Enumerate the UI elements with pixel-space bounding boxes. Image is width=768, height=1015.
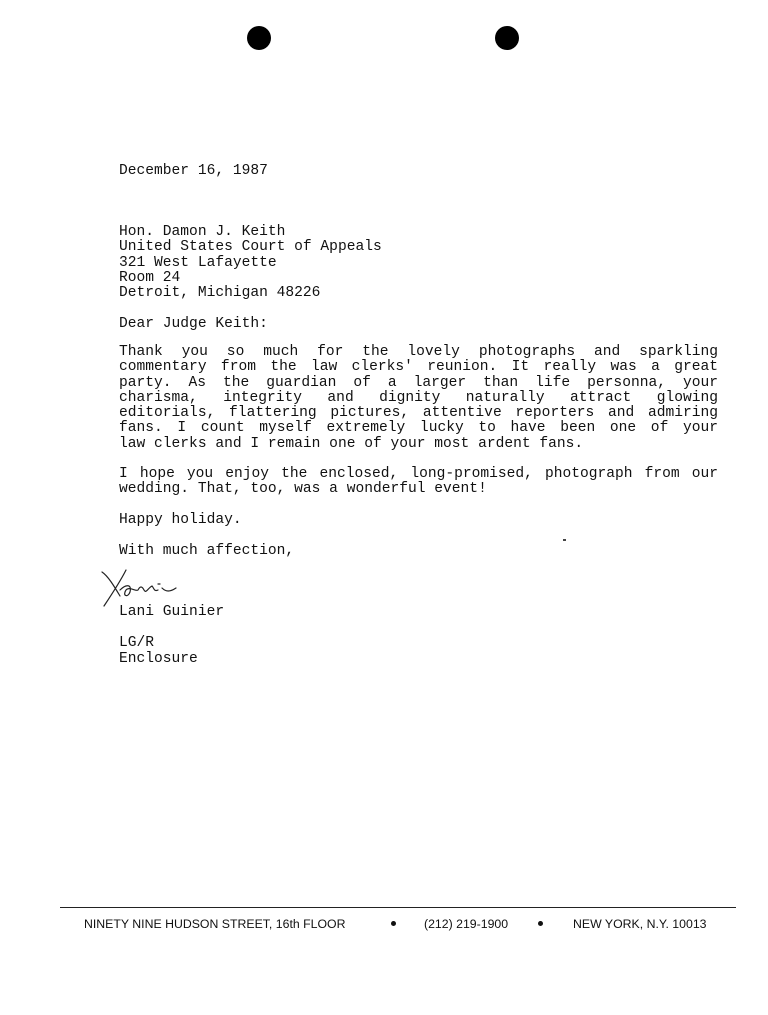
salutation: Dear Judge Keith: <box>119 316 268 332</box>
paragraph-line: party. As the guardian of a larger than life personna, your <box>119 374 718 391</box>
paragraph-line: Thank you so much for the lovely photographs and sparkling <box>119 344 718 360</box>
paragraph-line: fans. I count myself extremely lucky to have been one of your <box>119 420 718 437</box>
recipient-address <box>119 225 382 301</box>
signature-name: Lani Guinier <box>119 604 225 620</box>
recipient-line: Room 24 <box>119 269 181 286</box>
footer-address: NINETY NINE HUDSON STREET, 16th FLOOR <box>84 917 346 931</box>
recipient-line: 321 West Lafayette <box>119 254 277 271</box>
valediction: With much affection, <box>119 543 295 559</box>
letterhead-footer <box>84 917 724 1015</box>
enclosure-note: Enclosure <box>119 651 198 667</box>
paragraph-line: I hope you enjoy the enclosed, long-promised, photograph from our <box>119 466 718 482</box>
punch-hole-right <box>495 26 519 50</box>
footer-phone: (212) 219-1900 <box>424 917 509 931</box>
scan-speck <box>563 539 566 541</box>
letter-date: December 16, 1987 <box>119 163 268 179</box>
paragraph-line: charisma, integrity and dignity naturally attract glowing <box>119 389 718 406</box>
body-paragraph-2 <box>119 467 718 498</box>
handwritten-signature <box>96 562 186 610</box>
paragraph-line: wedding. That, too, was a wonderful event! <box>119 481 487 498</box>
bullet-icon <box>391 921 396 926</box>
body-paragraph-1 <box>119 345 718 452</box>
paragraph-line: law clerks and I remain one of your most ardent fans. <box>119 435 584 452</box>
recipient-line: Detroit, Michigan 48226 <box>119 285 321 302</box>
paragraph-line: commentary from the law clerks' reunion. It really was a great <box>119 359 718 376</box>
punch-hole-left <box>247 26 271 50</box>
footer-divider <box>60 907 736 908</box>
closing-line: Happy holiday. <box>119 512 242 528</box>
initials: LG/R <box>119 635 155 651</box>
recipient-line: United States Court of Appeals <box>119 239 382 256</box>
paragraph-line: editorials, flattering pictures, attentive reporters and admiring <box>119 405 718 422</box>
bullet-icon <box>538 921 543 926</box>
recipient-line: Hon. Damon J. Keith <box>119 224 286 240</box>
footer-city: NEW YORK, N.Y. 10013 <box>573 917 707 931</box>
